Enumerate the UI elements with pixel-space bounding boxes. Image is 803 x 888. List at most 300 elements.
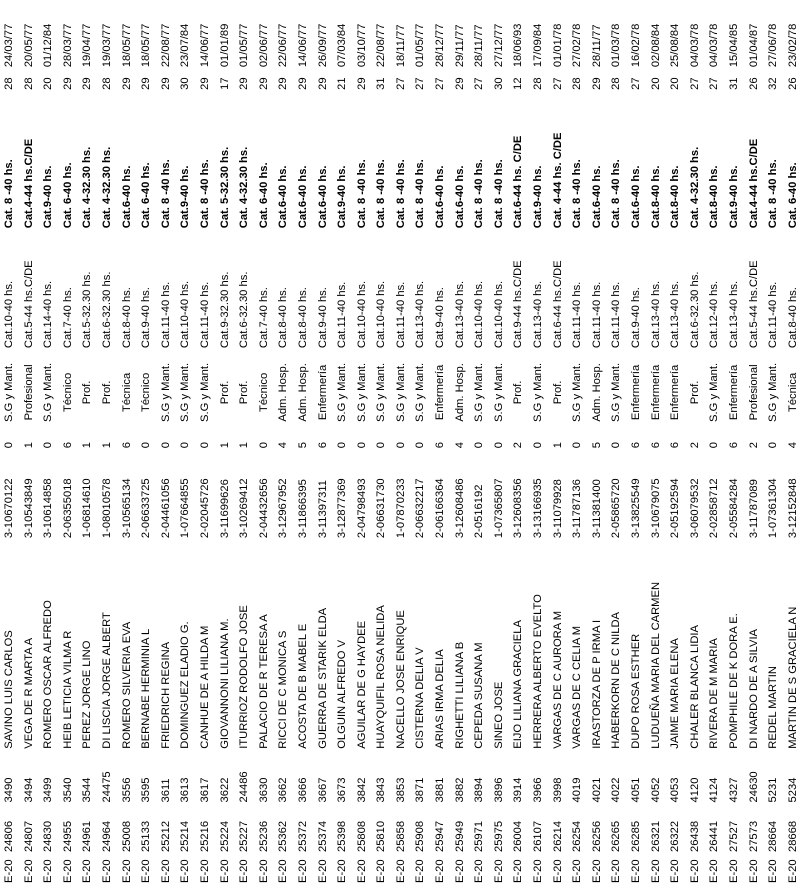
cell-start-date: 02/06/77 (257, 23, 270, 68)
cell-code: E-20 (159, 859, 172, 883)
cell-seniority: 30 (179, 77, 192, 90)
cell-group: 2 (688, 441, 701, 449)
cell-seniority: 29 (81, 77, 94, 90)
cell-start-date: 01/03/78 (610, 23, 623, 68)
cell-previous-category: Cat.14-40 hs. (42, 280, 55, 349)
cell-legajo: 26256 (590, 820, 603, 853)
cell-document-number: 1-07664855 (179, 478, 192, 539)
cell-new-category: Cat.8-40 hs. (708, 165, 721, 229)
cell-new-category: Cat. 8 -40 hs. (3, 159, 15, 229)
cell-file-number: 3544 (81, 777, 94, 803)
table-row (176, 3, 196, 885)
cell-file-number: 3843 (375, 777, 388, 803)
cell-document-number: 2-05192594 (669, 478, 682, 539)
cell-new-category: Cat. 4-32.30 hs. (100, 146, 113, 229)
cell-employee-name: FRIEDRICH REGINA (159, 641, 172, 749)
cell-document-number: 3-10679075 (649, 478, 662, 539)
table-row (411, 3, 431, 885)
table-row (274, 3, 294, 885)
cell-category-area: Prof. (81, 380, 94, 405)
cell-previous-category: Cat.10-40 hs. (3, 280, 15, 349)
cell-employee-name: PALACIO DE R TERESA A (257, 614, 270, 749)
cell-seniority: 28 (22, 77, 35, 90)
cell-seniority: 27 (414, 77, 427, 90)
cell-legajo: 25224 (218, 820, 231, 853)
cell-new-category: Cat.6-44 hs. C/DE (512, 135, 525, 229)
cell-previous-category: Cat.9-40 hs. (630, 287, 642, 349)
table-row (353, 3, 373, 885)
cell-file-number: 3842 (355, 777, 368, 803)
cell-previous-category: Cat.13-40 hs. (669, 280, 682, 349)
cell-previous-category: Cat.9-40 hs. (140, 287, 153, 349)
cell-legajo: 25971 (473, 820, 486, 853)
cell-legajo: 25214 (179, 820, 192, 853)
cell-document-number: 2-05865720 (610, 478, 623, 539)
cell-document-number: 3-13166935 (532, 478, 545, 539)
cell-seniority: 29 (140, 77, 153, 90)
cell-code: E-20 (22, 859, 35, 883)
table-row (451, 3, 471, 885)
cell-group: 4 (786, 441, 799, 449)
cell-group: 0 (42, 441, 55, 449)
cell-file-number: 3667 (316, 777, 329, 803)
table-row (725, 3, 745, 885)
cell-start-date: 18/05/77 (140, 23, 153, 68)
cell-start-date: 03/10/77 (355, 23, 368, 68)
cell-code: E-20 (473, 859, 486, 883)
cell-start-date: 01/05/77 (238, 23, 251, 68)
cell-new-category: Cat.4-44 hs.C/DE (22, 138, 35, 229)
cell-employee-name: RIGHETTI LILIANA B (453, 641, 466, 749)
cell-code: E-20 (355, 859, 368, 883)
cell-previous-category: Cat.13-40 hs. (453, 280, 466, 349)
cell-group: 1 (81, 441, 94, 449)
cell-file-number: 4022 (610, 777, 623, 803)
cell-seniority: 28 (610, 77, 623, 90)
table-row (20, 3, 40, 885)
cell-employee-name: SINEO JOSE (492, 681, 505, 749)
cell-new-category: Cat. 8 -40 hs. (394, 159, 407, 229)
cell-new-category: Cat. 8 -40 hs. (198, 159, 211, 229)
cell-new-category: Cat. 8 -40 hs. (767, 159, 780, 229)
table-row (196, 3, 216, 885)
cell-document-number: 3-11787089 (747, 479, 760, 539)
cell-file-number: 3882 (453, 777, 466, 803)
cell-seniority: 29 (277, 77, 290, 90)
cell-employee-name: ITURRIOZ RODOLFO JOSE (238, 605, 251, 749)
cell-start-date: 01/01/89 (218, 23, 231, 68)
cell-new-category: Cat.6-40 hs. (453, 165, 466, 229)
cell-seniority: 29 (355, 77, 368, 90)
cell-group: 6 (61, 441, 74, 449)
cell-category-area: Profesional (22, 364, 35, 421)
cell-category-area: S.G y Mant. (571, 362, 584, 422)
cell-code: E-20 (571, 859, 584, 883)
cell-category-area: S.G y Mant. (159, 362, 172, 422)
cell-category-area: Técnico (257, 372, 270, 412)
cell-seniority: 29 (61, 77, 74, 90)
cell-previous-category: Cat.9-40 hs. (434, 287, 447, 349)
cell-previous-category: Cat.8-40 hs. (120, 287, 133, 349)
cell-previous-category: Cat.11-40 hs. (336, 281, 349, 349)
cell-code: E-20 (590, 859, 603, 883)
cell-group: 0 (375, 441, 388, 449)
cell-previous-category: Cat.13-40 hs. (414, 280, 427, 349)
cell-seniority: 20 (649, 77, 662, 90)
cell-employee-name: BERNABE HERMINIA L (140, 628, 153, 749)
cell-employee-name: PEREZ JORGE LINO (81, 640, 94, 749)
cell-document-number: 3-10565134 (120, 478, 133, 539)
cell-start-date: 14/06/77 (296, 23, 309, 68)
cell-legajo: 24964 (100, 820, 113, 853)
cell-code: E-20 (767, 859, 780, 883)
cell-previous-category: Cat.5-32.30 hs. (81, 271, 94, 349)
cell-seniority: 29 (238, 77, 251, 90)
table-row (549, 3, 569, 885)
cell-document-number: 1-08010578 (100, 478, 113, 539)
personnel-table (0, 3, 803, 885)
cell-previous-category: Cat.10-40 hs. (473, 280, 486, 349)
cell-code: E-20 (786, 859, 799, 883)
cell-category-area: Técnico (61, 372, 74, 412)
cell-document-number: 2-02045726 (198, 478, 211, 539)
cell-seniority: 27 (708, 77, 721, 90)
cell-previous-category: Cat.7-40 hs. (61, 287, 74, 349)
cell-group: 0 (571, 441, 584, 449)
cell-category-area: S.G y Mant. (3, 362, 15, 422)
table-row (666, 3, 686, 885)
cell-document-number: 2-0516192 (473, 484, 486, 539)
cell-employee-name: EIJO LILIANA GRACIELA (512, 620, 525, 749)
cell-group: 1 (100, 441, 113, 449)
cell-document-number: 3-12967952 (277, 478, 290, 539)
cell-legajo: 25810 (375, 820, 388, 853)
cell-code: E-20 (198, 859, 211, 883)
cell-seniority: 28 (532, 77, 545, 90)
cell-document-number: 3-11381400 (590, 479, 603, 539)
cell-legajo: 28668 (786, 820, 799, 853)
cell-group: 5 (590, 441, 603, 449)
cell-employee-name: POMPHILE DE K DORA E. (727, 613, 740, 749)
cell-document-number: 2-04461056 (159, 478, 172, 539)
cell-group: 0 (336, 441, 349, 449)
cell-seniority: 27 (394, 77, 407, 90)
table-row (0, 3, 20, 885)
cell-employee-name: DOMINGUEZ ELADIO G. (179, 621, 192, 749)
table-row (372, 3, 392, 885)
cell-document-number: 3-12877369 (336, 478, 349, 539)
cell-code: E-20 (100, 859, 113, 883)
cell-start-date: 16/02/78 (630, 23, 642, 68)
cell-start-date: 17/09/84 (532, 23, 545, 68)
cell-legajo: 25372 (296, 820, 309, 853)
cell-legajo: 26285 (630, 820, 642, 853)
cell-start-date: 27/12/77 (492, 23, 505, 68)
cell-document-number: 3-11866395 (296, 479, 309, 539)
cell-code: E-20 (120, 859, 133, 883)
cell-group: 6 (669, 441, 682, 449)
cell-new-category: Cat. 6-40 hs. (140, 162, 153, 229)
cell-document-number: 2-05584284 (727, 478, 740, 539)
cell-category-area: S.G y Mant. (708, 362, 721, 422)
cell-category-area: S.G y Mant. (179, 362, 192, 422)
cell-seniority: 20 (669, 77, 682, 90)
cell-start-date: 27/06/78 (767, 23, 780, 68)
cell-category-area: Adm. Hosp. (590, 363, 603, 422)
cell-category-area: Técnico (140, 372, 153, 412)
table-row (529, 3, 549, 885)
cell-employee-name: CANHUE DE A HILDA M (198, 625, 211, 749)
table-row (98, 3, 118, 885)
cell-seniority: 28 (3, 77, 15, 90)
cell-previous-category: Cat.13-40 hs. (649, 280, 662, 349)
cell-group: 1 (22, 441, 35, 449)
cell-legajo: 25212 (159, 820, 172, 853)
cell-legajo: 25908 (414, 820, 427, 853)
cell-code: E-20 (81, 859, 94, 883)
cell-file-number: 3896 (492, 777, 505, 803)
cell-file-number: 4019 (571, 777, 584, 803)
cell-category-area: Prof. (512, 380, 525, 405)
table-row (686, 3, 706, 885)
cell-start-date: 18/06/93 (512, 23, 525, 68)
cell-code: E-20 (453, 859, 466, 883)
cell-seniority: 26 (786, 77, 799, 90)
cell-document-number: 3-12608356 (512, 478, 525, 539)
cell-employee-name: VARGAS DE C CELIA M (571, 625, 584, 749)
cell-file-number: 4051 (630, 777, 642, 803)
cell-code: E-20 (434, 859, 447, 883)
cell-seniority: 27 (551, 77, 564, 90)
cell-start-date: 04/03/78 (688, 23, 701, 68)
cell-file-number: 5231 (767, 777, 780, 803)
cell-file-number: 3613 (179, 777, 192, 803)
cell-start-date: 22/08/77 (375, 23, 388, 68)
cell-start-date: 23/02/78 (786, 23, 799, 68)
cell-file-number: 3673 (336, 777, 349, 803)
cell-legajo: 25858 (394, 820, 407, 853)
cell-category-area: Enfermería (434, 364, 447, 421)
cell-employee-name: HERRERA ALBERTO EVELTO (532, 594, 545, 749)
cell-legajo: 25236 (257, 820, 270, 853)
cell-new-category: Cat.6-40 hs. (434, 165, 447, 229)
cell-document-number: 3-11787136 (571, 479, 584, 539)
cell-previous-category: Cat.10-40 hs. (375, 280, 388, 349)
cell-employee-name: VEGA DE R MARTA A (22, 637, 35, 749)
cell-previous-category: Cat.6-32.30 hs. (688, 271, 701, 349)
cell-new-category: Cat. 8 -40 hs. (159, 159, 172, 229)
cell-file-number: 4052 (649, 777, 662, 803)
cell-new-category: Cat. 8 -40 hs. (414, 159, 427, 229)
cell-code: E-20 (238, 859, 251, 883)
cell-document-number: 3-13825549 (630, 478, 642, 539)
cell-new-category: Cat.9-40 hs. (179, 165, 192, 229)
cell-group: 6 (120, 441, 133, 449)
cell-employee-name: RIVERA DE M MARIA (708, 638, 721, 749)
cell-new-category: Cat.8-40 hs. (669, 165, 682, 229)
cell-category-area: Prof. (688, 380, 701, 405)
cell-previous-category: Cat.8-40 hs. (277, 287, 290, 349)
cell-employee-name: GIOVANNONI LILIANA M. (218, 618, 231, 749)
cell-employee-name: CHALER BLANCA LIDIA (688, 625, 701, 749)
cell-group: 0 (355, 441, 368, 449)
cell-start-date: 26/09/77 (316, 23, 329, 68)
cell-group: 0 (708, 441, 721, 449)
cell-category-area: S.G y Mant. (767, 362, 780, 422)
cell-employee-name: CEPEDA SUSANA M (473, 642, 486, 749)
cell-document-number: 2-06632217 (414, 478, 427, 539)
cell-new-category: Cat. 8 -40 hs. (355, 159, 368, 229)
cell-document-number: 2-06355018 (61, 478, 74, 539)
cell-group: 0 (473, 441, 486, 449)
cell-previous-category: Cat.8-40 hs. (786, 287, 799, 349)
table-row (333, 3, 353, 885)
cell-start-date: 19/03/77 (100, 23, 113, 68)
cell-new-category: Cat.9-40 hs. (727, 165, 740, 229)
cell-code: E-20 (296, 859, 309, 883)
cell-category-area: S.G y Mant. (42, 362, 55, 422)
cell-document-number: 3-11699626 (218, 479, 231, 539)
cell-previous-category: Cat.10-40 hs. (492, 280, 505, 349)
cell-employee-name: GUERRA DE STARIK ELDA (316, 607, 329, 749)
cell-legajo: 25216 (198, 820, 211, 853)
cell-group: 0 (610, 441, 623, 449)
cell-new-category: Cat.9-40 hs. (42, 165, 55, 229)
cell-previous-category: Cat.11-40 hs. (571, 281, 584, 349)
cell-code: E-20 (316, 859, 329, 883)
cell-code: E-20 (649, 859, 662, 883)
cell-code: E-20 (394, 859, 407, 883)
cell-start-date: 27/02/78 (571, 23, 584, 68)
cell-previous-category: Cat.9-44 hs.C/DE (512, 260, 525, 349)
cell-new-category: Cat.6-40 hs. (316, 165, 329, 229)
cell-legajo: 24830 (42, 820, 55, 853)
cell-file-number: 3540 (61, 777, 74, 803)
cell-new-category: Cat. 6-40 hs. (786, 162, 799, 229)
cell-previous-category: Cat.10-40 hs. (355, 280, 368, 349)
table-row (568, 3, 588, 885)
cell-legajo: 25398 (336, 820, 349, 853)
cell-code: E-20 (140, 859, 153, 883)
cell-document-number: 3-10614858 (42, 478, 55, 539)
cell-file-number: 3499 (42, 777, 55, 803)
cell-group: 4 (277, 441, 290, 449)
cell-new-category: Cat. 4-32.30 hs. (81, 146, 94, 229)
cell-new-category: Cat.6-40 hs. (630, 165, 642, 229)
cell-code: E-20 (336, 859, 349, 883)
cell-code: E-20 (3, 859, 15, 883)
cell-previous-category: Cat.10-40 hs. (179, 280, 192, 349)
cell-category-area: Técnica (786, 372, 799, 412)
table-row (294, 3, 314, 885)
cell-code: E-20 (610, 859, 623, 883)
cell-employee-name: DI LISCIA JORGE ALBERT (100, 612, 113, 749)
cell-file-number: 3894 (473, 777, 486, 803)
cell-file-number: 3595 (140, 777, 153, 803)
cell-category-area: S.G y Mant. (198, 362, 211, 422)
cell-start-date: 01/05/77 (414, 23, 427, 68)
cell-code: E-20 (492, 859, 505, 883)
cell-code: E-20 (277, 859, 290, 883)
cell-new-category: Cat. 8 -40 hs. (473, 159, 486, 229)
cell-start-date: 14/06/77 (198, 23, 211, 68)
cell-file-number: 3556 (120, 777, 133, 803)
cell-seniority: 29 (590, 77, 603, 90)
cell-employee-name: REDEL MARTIN (767, 666, 780, 749)
cell-category-area: Prof. (218, 380, 231, 405)
cell-previous-category: Cat.8-40 hs. (296, 287, 309, 349)
cell-previous-category: Cat.11-40 hs. (767, 281, 780, 349)
cell-legajo: 25374 (316, 820, 329, 853)
cell-legajo: 26214 (551, 820, 564, 853)
table-row (490, 3, 510, 885)
cell-category-area: Prof. (551, 380, 564, 405)
cell-new-category: Cat. 6-40 hs. (257, 162, 270, 229)
cell-employee-name: DUPO ROSA ESTHER (630, 633, 642, 749)
cell-seniority: 29 (257, 77, 270, 90)
cell-previous-category: Cat.11-40 hs. (159, 281, 172, 349)
cell-employee-name: HUAYQUIFIL ROSA NELIDA (375, 605, 388, 749)
cell-category-area: Profesional (747, 364, 760, 421)
cell-start-date: 15/04/85 (727, 23, 740, 68)
cell-new-category: Cat. 5-32.30 hs. (218, 146, 231, 229)
cell-group: 2 (747, 441, 760, 449)
cell-file-number: 24475 (100, 771, 113, 803)
cell-file-number: 3611 (159, 778, 172, 803)
cell-start-date: 18/05/77 (120, 23, 133, 68)
cell-category-area: Adm. Hosp. (296, 363, 309, 422)
cell-start-date: 22/08/77 (159, 23, 172, 68)
cell-code: E-20 (42, 859, 55, 883)
cell-employee-name: SAVINO LUIS CARLOS (3, 630, 15, 749)
cell-code: E-20 (414, 859, 427, 883)
cell-start-date: 22/06/77 (277, 23, 290, 68)
cell-code: E-20 (708, 859, 721, 883)
cell-file-number: 5234 (786, 777, 799, 803)
cell-new-category: Cat.6-40 hs. (277, 165, 290, 229)
cell-group: 6 (649, 441, 662, 449)
cell-group: 1 (218, 441, 231, 449)
cell-employee-name: HEIB LETICIA VILMA R (61, 630, 74, 749)
cell-file-number: 3881 (434, 777, 447, 803)
cell-category-area: S.G y Mant. (375, 362, 388, 422)
cell-file-number: 3617 (198, 777, 211, 803)
cell-seniority: 28 (100, 77, 113, 90)
table-row (314, 3, 334, 885)
cell-legajo: 26321 (649, 820, 662, 853)
cell-seniority: 29 (316, 77, 329, 90)
cell-seniority: 29 (198, 77, 211, 90)
cell-new-category: Cat. 6-40 hs. (61, 162, 74, 229)
cell-seniority: 31 (375, 77, 388, 90)
cell-employee-name: RICCI DE C MONICA S (277, 630, 290, 749)
cell-file-number: 4124 (708, 777, 721, 803)
cell-file-number: 3622 (218, 777, 231, 803)
cell-new-category: Cat. 8 -40 hs. (375, 159, 388, 229)
cell-document-number: 2-04798493 (355, 478, 368, 539)
cell-category-area: Adm. Hosp. (453, 363, 466, 422)
table-row (784, 3, 803, 885)
cell-legajo: 25362 (277, 820, 290, 853)
cell-category-area: Enfermería (630, 364, 642, 421)
cell-employee-name: DI NARDO DE A SILVIA (747, 628, 760, 749)
cell-file-number: 3998 (551, 777, 564, 803)
cell-seniority: 27 (688, 77, 701, 90)
cell-new-category: Cat. 4-32.30 hs. (238, 146, 251, 229)
cell-previous-category: Cat.11-40 hs. (394, 281, 407, 349)
cell-group: 0 (414, 441, 427, 449)
cell-group: 1 (551, 441, 564, 449)
